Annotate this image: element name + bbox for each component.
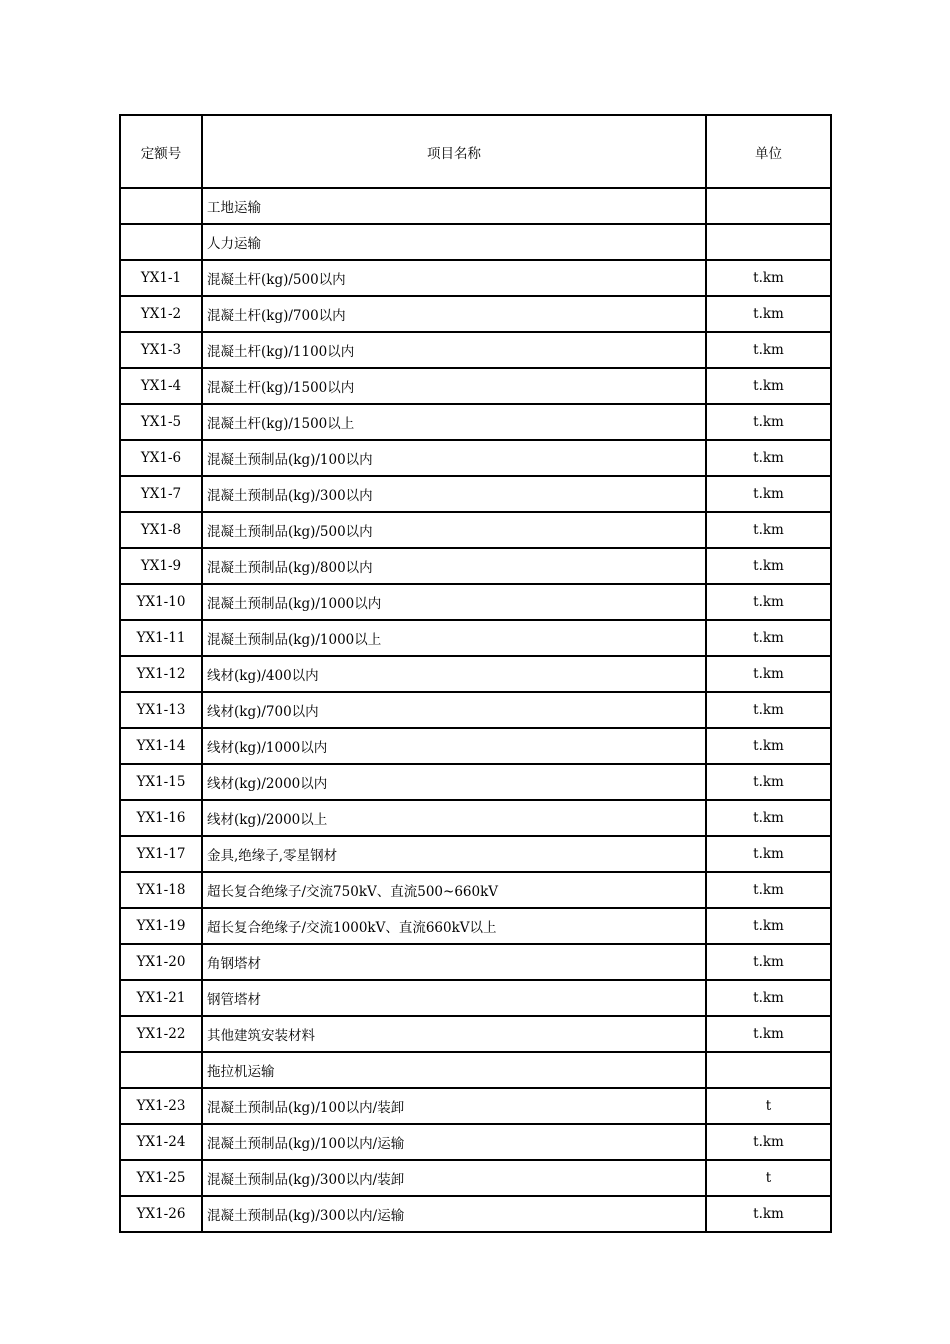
cell-code: YX1-11 <box>120 620 202 656</box>
table-row <box>120 908 831 944</box>
cell-unit: t.km <box>706 980 831 1016</box>
table-row <box>120 1196 831 1232</box>
cell-name: 混凝土杆(kg)/1100以内 <box>202 332 706 368</box>
cell-name: 角钢塔材 <box>202 944 706 980</box>
cell-code: YX1-3 <box>120 332 202 368</box>
cell-code: YX1-8 <box>120 512 202 548</box>
cell-unit: t.km <box>706 584 831 620</box>
table-row <box>120 656 831 692</box>
table-row <box>120 1160 831 1196</box>
cell-name: 混凝土预制品(kg)/100以内/装卸 <box>202 1088 706 1124</box>
cell-name: 超长复合绝缘子/交流1000kV、直流660kV以上 <box>202 908 706 944</box>
table-row <box>120 620 831 656</box>
table-row <box>120 872 831 908</box>
cell-name: 钢管塔材 <box>202 980 706 1016</box>
cell-name: 其他建筑安装材料 <box>202 1016 706 1052</box>
cell-unit <box>706 188 831 224</box>
cell-name: 超长复合绝缘子/交流750kV、直流500~660kV <box>202 872 706 908</box>
cell-name: 混凝土杆(kg)/700以内 <box>202 296 706 332</box>
cell-unit: t <box>706 1088 831 1124</box>
cell-name: 混凝土预制品(kg)/300以内 <box>202 476 706 512</box>
cell-code: YX1-4 <box>120 368 202 404</box>
cell-code: YX1-1 <box>120 260 202 296</box>
table-row <box>120 1088 831 1124</box>
cell-code: YX1-5 <box>120 404 202 440</box>
table-row <box>120 728 831 764</box>
cell-unit: t.km <box>706 1196 831 1232</box>
cell-unit: t.km <box>706 692 831 728</box>
table-row <box>120 476 831 512</box>
cell-unit: t.km <box>706 260 831 296</box>
cell-name: 线材(kg)/2000以内 <box>202 764 706 800</box>
cell-name: 混凝土预制品(kg)/500以内 <box>202 512 706 548</box>
quota-table <box>119 114 832 1233</box>
table-row <box>120 404 831 440</box>
cell-code: YX1-7 <box>120 476 202 512</box>
cell-code: YX1-23 <box>120 1088 202 1124</box>
cell-code: YX1-17 <box>120 836 202 872</box>
table-row <box>120 944 831 980</box>
cell-name: 混凝土预制品(kg)/1000以上 <box>202 620 706 656</box>
cell-code: YX1-6 <box>120 440 202 476</box>
cell-name: 混凝土预制品(kg)/1000以内 <box>202 584 706 620</box>
cell-unit: t.km <box>706 872 831 908</box>
table-row <box>120 692 831 728</box>
cell-code <box>120 188 202 224</box>
cell-code <box>120 224 202 260</box>
cell-code: YX1-26 <box>120 1196 202 1232</box>
cell-name: 混凝土预制品(kg)/800以内 <box>202 548 706 584</box>
cell-unit <box>706 224 831 260</box>
cell-name: 混凝土预制品(kg)/100以内/运输 <box>202 1124 706 1160</box>
table-row <box>120 1124 831 1160</box>
table-row <box>120 224 831 260</box>
cell-code: YX1-18 <box>120 872 202 908</box>
cell-unit: t.km <box>706 548 831 584</box>
cell-unit: t.km <box>706 764 831 800</box>
cell-name: 混凝土预制品(kg)/300以内/装卸 <box>202 1160 706 1196</box>
cell-code: YX1-15 <box>120 764 202 800</box>
cell-code: YX1-12 <box>120 656 202 692</box>
cell-code: YX1-24 <box>120 1124 202 1160</box>
cell-code: YX1-20 <box>120 944 202 980</box>
cell-code: YX1-22 <box>120 1016 202 1052</box>
cell-unit: t.km <box>706 332 831 368</box>
cell-unit: t.km <box>706 512 831 548</box>
table-row <box>120 188 831 224</box>
cell-code: YX1-21 <box>120 980 202 1016</box>
cell-unit: t.km <box>706 836 831 872</box>
cell-unit: t.km <box>706 440 831 476</box>
cell-code: YX1-10 <box>120 584 202 620</box>
cell-unit: t.km <box>706 800 831 836</box>
cell-name: 混凝土杆(kg)/1500以上 <box>202 404 706 440</box>
table-row <box>120 836 831 872</box>
header-unit: 单位 <box>706 115 831 188</box>
table-row <box>120 440 831 476</box>
header-code: 定额号 <box>120 115 202 188</box>
table-body <box>120 188 831 1232</box>
cell-unit: t.km <box>706 476 831 512</box>
cell-unit: t.km <box>706 296 831 332</box>
cell-name: 人力运输 <box>202 224 706 260</box>
cell-unit: t.km <box>706 656 831 692</box>
cell-unit: t.km <box>706 908 831 944</box>
table-row <box>120 764 831 800</box>
table-row <box>120 1052 831 1088</box>
cell-unit: t.km <box>706 620 831 656</box>
table-row <box>120 980 831 1016</box>
cell-code <box>120 1052 202 1088</box>
cell-name: 混凝土预制品(kg)/300以内/运输 <box>202 1196 706 1232</box>
cell-code: YX1-9 <box>120 548 202 584</box>
cell-unit: t <box>706 1160 831 1196</box>
cell-name: 金具,绝缘子,零星钢材 <box>202 836 706 872</box>
cell-unit: t.km <box>706 944 831 980</box>
cell-unit: t.km <box>706 728 831 764</box>
table-row <box>120 584 831 620</box>
cell-unit: t.km <box>706 404 831 440</box>
table-row <box>120 548 831 584</box>
cell-unit: t.km <box>706 1124 831 1160</box>
table-row <box>120 332 831 368</box>
cell-name: 线材(kg)/700以内 <box>202 692 706 728</box>
cell-name: 工地运输 <box>202 188 706 224</box>
header-name: 项目名称 <box>202 115 706 188</box>
cell-name: 混凝土杆(kg)/500以内 <box>202 260 706 296</box>
header-row <box>120 115 831 188</box>
cell-name: 线材(kg)/400以内 <box>202 656 706 692</box>
cell-name: 混凝土预制品(kg)/100以内 <box>202 440 706 476</box>
table-row <box>120 296 831 332</box>
table-row <box>120 800 831 836</box>
table-row <box>120 1016 831 1052</box>
table-row <box>120 368 831 404</box>
cell-code: YX1-2 <box>120 296 202 332</box>
cell-name: 混凝土杆(kg)/1500以内 <box>202 368 706 404</box>
cell-code: YX1-13 <box>120 692 202 728</box>
cell-code: YX1-16 <box>120 800 202 836</box>
cell-code: YX1-19 <box>120 908 202 944</box>
table-row <box>120 260 831 296</box>
cell-name: 拖拉机运输 <box>202 1052 706 1088</box>
cell-unit <box>706 1052 831 1088</box>
cell-unit: t.km <box>706 1016 831 1052</box>
cell-code: YX1-14 <box>120 728 202 764</box>
table-row <box>120 512 831 548</box>
cell-name: 线材(kg)/2000以上 <box>202 800 706 836</box>
cell-name: 线材(kg)/1000以内 <box>202 728 706 764</box>
cell-code: YX1-25 <box>120 1160 202 1196</box>
cell-unit: t.km <box>706 368 831 404</box>
